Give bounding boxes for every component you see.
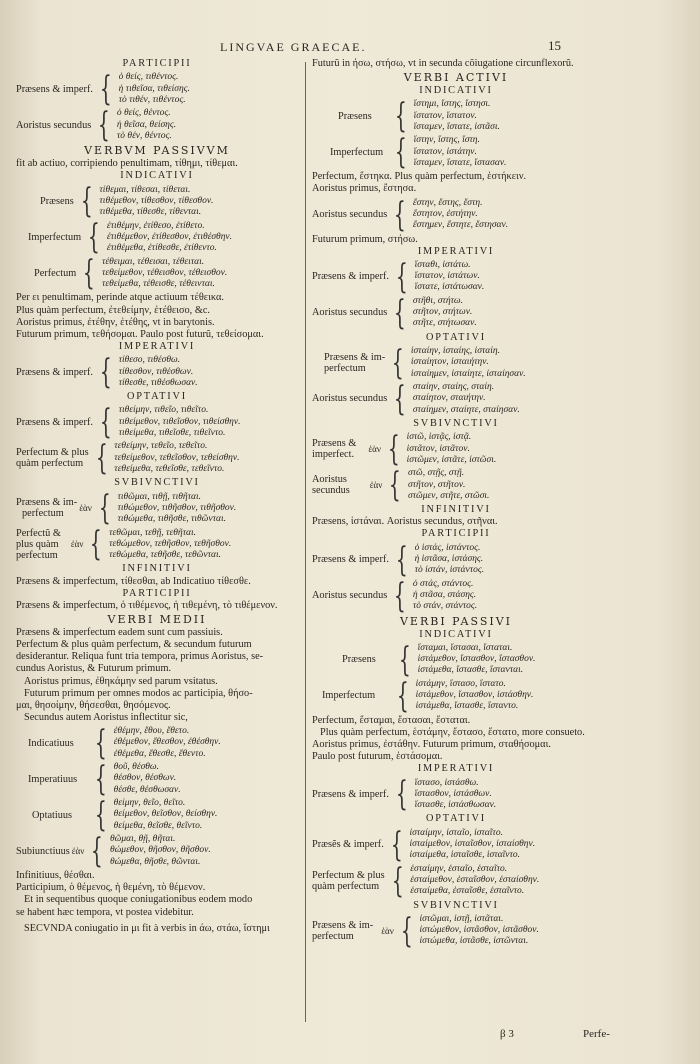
particle-ean: ἐὰν	[79, 503, 92, 514]
text-line: Plus quàm perfectum, ἐτεθείμην, ἐτέθεισο, &c.	[16, 304, 210, 316]
text-line: Præsens, ἱστάναι. Aoristus secundus, στῆναι.	[312, 516, 498, 528]
tense-label: Præsens &	[312, 438, 357, 450]
form-list	[418, 643, 536, 677]
form-list	[114, 798, 218, 832]
form-line: ἱστάμεθα, ἵστασθε, ἵσταντο.	[415, 701, 519, 712]
form-line: στῆθι, στήτω.	[412, 296, 464, 307]
brace-icon: {	[394, 575, 407, 616]
form-line: ἔστημεν, ἔστητε, ἔστησαν.	[412, 220, 509, 231]
form-line: στῆτον, στῆτον.	[407, 479, 466, 490]
tense-label: Præsens & imperf.	[312, 271, 389, 283]
form-line: τίθεσθον, τιθέσθων.	[118, 366, 194, 377]
form-line: τίθεσο, τιθέσθω.	[118, 355, 181, 366]
mood-heading: INDICATIVI	[419, 628, 493, 640]
form-list	[407, 432, 497, 466]
brace-icon: {	[395, 539, 408, 580]
form-line: τιθέμεθα, τίθεσθε, τίθενται.	[99, 207, 202, 218]
text-line: Aoristus primus, ἔστησα.	[312, 183, 417, 195]
form-line: τεθείμεθον, τέθεισθον, τέθεισθον.	[101, 267, 228, 278]
mood-heading: INDICATIVI	[419, 85, 493, 97]
form-list	[419, 914, 538, 948]
form-line: τεθώμεθον, τεθῆσθον, τεθῆσθον.	[109, 538, 232, 549]
section-heading: VERBI PASSIVI	[399, 614, 513, 628]
paradigm-block	[312, 465, 600, 506]
text-line: Et in sequentibus quoque coniugationibus eodem modo	[24, 894, 253, 906]
signature-mark: β 3	[500, 1028, 514, 1040]
paradigm-block	[312, 429, 600, 470]
tense-label: Præsens	[338, 110, 372, 122]
form-line: τεθείμην, τεθεῖο, τεθεῖτο.	[114, 441, 208, 452]
form-line: ἱσταίην, ἱσταίης, ἱσταίη.	[410, 346, 500, 357]
paradigm-block	[312, 96, 600, 137]
label-stack	[16, 497, 79, 519]
paradigm-block	[16, 181, 298, 222]
mood-heading: IMPERATIVI	[417, 763, 495, 775]
section-heading: VERBI MEDII	[107, 612, 207, 626]
tense-label: Imperfectum	[330, 146, 384, 158]
form-line: ἵστην, ἵστης, ἵστη.	[413, 135, 480, 146]
text-line: Secundus autem Aoristus inflectitur sic,	[24, 711, 188, 723]
tense-label: Præsens & imperf.	[312, 788, 389, 800]
text-line: Præsens & imperfectum eadem sunt cum passiuis.	[16, 626, 223, 638]
tense-label: Præsens & im-	[16, 497, 78, 509]
form-line: ἐθέμεθον, ἔθεσθον, ἐθέσθην.	[113, 737, 221, 748]
form-line: τιθέμεθον, τίθεσθον, τίθεσθον.	[99, 195, 214, 206]
particle-ean: ἐὰν	[369, 480, 383, 491]
paradigm-block	[16, 253, 298, 294]
mood-heading: SVBIVNCTIVI	[413, 417, 499, 429]
brace-icon: {	[91, 831, 104, 872]
paradigm-block	[312, 575, 600, 616]
form-line: ὁ ἱστάς, ἱστάντος.	[414, 542, 481, 553]
brace-icon: {	[396, 675, 409, 716]
form-list	[415, 543, 485, 577]
form-list	[416, 679, 534, 713]
text-line: Futurũ in ήσω, στήσω, vt in secunda cõiugatione circunflexorũ.	[312, 58, 574, 69]
tense-label: Præsens	[342, 654, 376, 666]
form-line: ἱστάμεθα, ἵστασθε, ἵστανται.	[417, 665, 524, 676]
label-stack	[16, 447, 91, 469]
form-line: ἔστητον, ἐστήτην.	[412, 208, 478, 219]
form-line: ἱσταίμεθον, ἱσταῖσθον, ἱσταίσθην.	[409, 838, 536, 849]
form-list	[119, 72, 190, 106]
form-line: σταίημεν, σταίητε, σταίησαν.	[412, 404, 520, 415]
paradigm-block	[312, 675, 600, 716]
form-line: θείμεθα, θεῖσθε, θεῖντο.	[113, 820, 203, 831]
paradigm-block	[16, 69, 298, 110]
form-list	[119, 405, 241, 439]
brace-icon: {	[387, 429, 400, 470]
form-line: τὸ στάν, στάντος.	[412, 601, 478, 612]
tense-label: Præsens & im-	[312, 919, 374, 931]
form-line: ἐτιθέμην, ἐτίθεσο, ἐτίθετο.	[106, 220, 205, 231]
brace-icon: {	[99, 402, 112, 443]
form-line: ἱστώμεθον, ἱστᾶσθον, ἱστᾶσθον.	[419, 925, 539, 936]
form-list	[99, 185, 213, 219]
form-line: ἱστῶμαι, ἱστῇ, ἱστᾶται.	[419, 913, 504, 924]
brace-icon: {	[392, 342, 404, 383]
form-line: στῆτε, στήτωσαν.	[412, 318, 477, 329]
form-line: ἡ ἱστᾶσα, ἱστάσης.	[414, 553, 484, 564]
form-line: ἱσταίμεθα, ἱσταῖσθε, ἱσταῖντο.	[409, 850, 520, 861]
form-line: τεθείμεθα, τέθεισθε, τέθεινται.	[101, 279, 215, 290]
tense-label: perfectum	[324, 362, 366, 374]
text-line: Præsens & imperfectum, ὁ τιθέμενος, ἡ τιθεμένη, τὸ τιθέμενον.	[16, 599, 278, 611]
text-line: Perfectum & plus quàm perfectum, & secundum futurum	[16, 639, 252, 651]
form-line: στῶ, στῇς, στῇ.	[407, 468, 465, 479]
tense-label: Præsens & imperf.	[16, 366, 93, 378]
brace-icon: {	[99, 352, 112, 393]
form-line: τεθείμεθα, τεθεῖσθε, τεθεῖντο.	[114, 463, 225, 474]
form-line: ἱσταίημεν, ἱσταίητε, ἱσταίησαν.	[410, 368, 526, 379]
form-line: ὁ στάς, στάντος.	[412, 578, 474, 589]
brace-icon: {	[88, 217, 100, 258]
tense-label: Imperatiuus	[28, 773, 78, 785]
text-line: Præsens & imperfectum, τίθεσθαι, ab Indicatiuo τίθεσθε.	[16, 575, 251, 587]
tense-label: secundus	[312, 485, 350, 497]
mood-heading: SVBIVNCTIVI	[114, 477, 200, 489]
brace-icon: {	[99, 69, 112, 110]
brace-icon: {	[394, 378, 407, 419]
particle-ean: ἐὰν	[381, 925, 394, 936]
form-line: θώμεθον, θῆσθον, θῆσθον.	[110, 845, 211, 856]
text-line: Per ει penultimam, perinde atque actiuum τέθεικα.	[16, 292, 224, 304]
form-line: τὸ θέν, θέντος.	[116, 130, 172, 141]
tense-label: Præsens & imperf.	[16, 83, 93, 95]
label-stack	[312, 920, 375, 942]
paradigm-block	[16, 723, 298, 764]
tense-label: perfectum	[22, 508, 64, 520]
tense-label: Aoristus secundus	[312, 307, 388, 319]
paradigm-block	[16, 831, 298, 872]
mood-heading: INFINITIVI	[421, 504, 491, 516]
form-line: ἱσταίητον, ἱσταιήτην.	[410, 357, 489, 368]
paradigm-block	[16, 352, 298, 393]
form-line: τὸ τιθέν, τιθέντος.	[118, 94, 186, 105]
tense-label: Optatiuus	[32, 809, 73, 821]
brace-icon: {	[98, 105, 111, 146]
form-list	[117, 108, 176, 142]
tense-label: Aoristus secundus	[312, 393, 388, 405]
form-line: τιθείμεθα, τιθεῖσθε, τιθεῖντο.	[118, 427, 226, 438]
form-line: ἡ στᾶσα, στάσης.	[412, 589, 477, 600]
form-line: στῶμεν, στῆτε, στῶσι.	[407, 490, 490, 501]
label-stack	[16, 528, 63, 561]
form-list	[119, 355, 198, 389]
form-line: τίθεμαι, τίθεσαι, τίθεται.	[99, 184, 191, 195]
form-line: τὸ ἱστάν, ἱστάντος.	[414, 565, 485, 576]
form-line: θείμεθον, θεῖσθον, θείσθην.	[113, 809, 218, 820]
form-list	[409, 828, 535, 862]
mood-heading: PARTICIPII	[421, 528, 491, 540]
brace-icon: {	[394, 194, 407, 235]
tense-label: Aoristus secundus	[312, 590, 388, 602]
form-line: ἵστασθε, ἱστάσθωσαν.	[414, 799, 497, 810]
tense-label: Præsens & im-	[324, 351, 386, 363]
paradigm-block	[312, 910, 600, 951]
form-list	[415, 778, 497, 812]
form-line: ἵστατε, ἱστάτωσαν.	[414, 282, 485, 293]
form-list	[413, 382, 520, 416]
tense-label: imperfect.	[312, 449, 355, 461]
paradigm-block	[16, 105, 298, 146]
brace-icon: {	[80, 181, 93, 222]
text-line: μαι, θησοίμην, θήσεσθαι, θησόμενος.	[16, 699, 171, 711]
form-line: τιθῶμαι, τιθῇ, τιθῆται.	[117, 491, 201, 502]
tense-label: Imperfectum	[28, 231, 82, 243]
paradigm-block	[312, 539, 600, 580]
form-list	[114, 726, 221, 760]
brace-icon: {	[389, 465, 402, 506]
catchword: Perfe-	[583, 1028, 610, 1040]
form-line: ἐτιθέμεθον, ἐτίθεσθον, ἐτιθέσθην.	[106, 231, 233, 242]
form-list	[117, 492, 236, 526]
paradigm-block	[312, 256, 600, 297]
paradigm-block	[16, 217, 298, 258]
form-list	[114, 441, 239, 475]
label-stack	[312, 870, 387, 892]
tense-label: Præsens & imperf.	[312, 554, 389, 566]
paradigm-block	[312, 774, 600, 815]
text-line: Aoristus primus, ἐστάθην. Futurum primum, σταθήσομαι.	[312, 738, 551, 750]
form-line: τιθώμεθον, τιθῆσθον, τιθῆσθον.	[117, 502, 237, 513]
form-list	[413, 579, 477, 613]
mood-heading: IMPERATIVI	[417, 245, 495, 257]
mood-heading: INFINITIVI	[122, 563, 192, 575]
form-line: ἐθέμην, ἔθου, ἔθετο.	[113, 726, 190, 737]
label-stack	[312, 352, 387, 374]
form-line: ἱστᾶτον, ἱστᾶτον.	[406, 443, 470, 454]
mood-heading: IMPERATIVI	[118, 340, 196, 352]
paradigm-block	[312, 824, 600, 865]
form-line: θῶμαι, θῇ, θῆται.	[110, 834, 176, 845]
tense-label: Perfectum	[34, 267, 77, 279]
column-rule	[305, 62, 306, 1022]
tense-label: Aoristus secundus	[16, 119, 92, 131]
brace-icon: {	[94, 795, 107, 836]
paradigm-block	[16, 795, 298, 836]
tense-label: quàm perfectum	[16, 458, 84, 470]
form-list	[414, 99, 500, 133]
form-line: ἱστῶμεν, ἱστᾶτε, ἱστῶσι.	[406, 454, 497, 465]
form-list	[110, 834, 211, 868]
label-stack	[312, 474, 352, 496]
form-line: στῆτον, στήτων.	[412, 307, 473, 318]
text-line: desiderantur. Reliqua funt tria tempora, primus Aoristus, se-	[16, 651, 264, 663]
form-line: ἑσταίμεθον, ἑσταῖσθον, ἑσταίσθην.	[410, 874, 540, 885]
brace-icon: {	[394, 132, 407, 173]
form-line: ἵσταθι, ἱστάτω.	[414, 260, 471, 271]
form-line: ἑσταίμην, ἑσταῖο, ἑσταῖτο.	[410, 863, 508, 874]
text-line: Aoristus primus, ἐτέθην, ἐτέθης, vt in barytonis.	[16, 316, 215, 328]
running-header: LINGVAE GRAECAE.	[220, 40, 367, 54]
text-line: Aoristus primus, ἐθηκάμην sed parum vsitatus.	[24, 675, 218, 687]
form-line: σταίην, σταίης, σταίη.	[412, 382, 495, 393]
form-list	[411, 346, 526, 380]
form-list	[414, 135, 507, 169]
form-line: τεθώμεθα, τεθῆσθε, τεθῶνται.	[109, 550, 221, 560]
page-number: 15	[548, 38, 561, 53]
text-line: Perfectum, ἕσταμαι, ἕστασαι, ἕσταται.	[312, 714, 471, 726]
mood-heading: INDICATIVI	[120, 170, 194, 182]
form-line: ἵστασο, ἱστάσθω.	[414, 777, 479, 788]
form-line: ἵστατον, ἱστάτων.	[414, 271, 480, 282]
form-line: ἱστῶ, ἱστᾷς, ἱστᾷ.	[406, 432, 472, 443]
form-line: ἵστατον, ἵστατον.	[413, 110, 477, 121]
text-line: Futurum primum per omnes modos ac participia, θήσο-	[24, 687, 253, 699]
tense-label: Aoristus	[312, 474, 347, 486]
form-line: ἑσταίμεθα, ἑσταῖσθε, ἑσταῖντο.	[410, 886, 525, 897]
brace-icon: {	[95, 438, 108, 479]
tense-label: Subiunctiuus	[16, 845, 70, 857]
brace-icon: {	[83, 253, 96, 294]
form-line: ἵσταμεν, ἵστατε, ἱστᾶσι.	[413, 121, 500, 132]
text-line: SECVNDA coniugatio in μι fit à verbis in άω, στάω, ἵστημι	[24, 922, 270, 934]
form-line: θέσθον, θέσθων.	[113, 773, 177, 784]
tense-label: perfectum	[16, 549, 58, 561]
form-list	[413, 296, 477, 330]
paradigm-block	[312, 342, 600, 383]
brace-icon: {	[400, 910, 413, 951]
mood-heading: SVBIVNCTIVI	[413, 899, 499, 911]
mood-heading: OPTATIVI	[426, 331, 486, 343]
brace-icon: {	[98, 488, 111, 529]
text-line: Perfectum, ἕστηκα. Plus quàm perfectum, ἑστήκειν.	[312, 171, 527, 183]
tense-label: Imperfectum	[322, 690, 376, 702]
brace-icon: {	[395, 256, 408, 297]
label-stack	[312, 438, 358, 460]
form-line: τίθεσθε, τιθέσθωσαν.	[118, 377, 198, 388]
form-line: ἱστάμεθον, ἵστασθον, ἵστασθον.	[417, 654, 536, 665]
form-line: ἐτιθέμεθα, ἐτίθεσθε, ἐτίθεντο.	[106, 243, 217, 254]
left-column	[16, 58, 298, 1014]
text-line: se habent hæc tempora, vt postea videbitur.	[16, 906, 194, 918]
mood-heading: OPTATIVI	[127, 391, 187, 403]
paradigm-block	[312, 194, 600, 235]
form-line: ἡ τιθεῖσα, τιθείσης.	[118, 83, 190, 94]
text-line: fit ab actiuo, corripiendo penultimam, τίθημι, τίθεμαι.	[16, 158, 238, 170]
form-line: τεθῶμαι, τεθῇ, τεθῆται.	[109, 527, 196, 538]
particle-ean: ἐὰν	[71, 846, 85, 857]
paradigm-block	[16, 438, 298, 479]
mood-heading: OPTATIVI	[426, 813, 486, 825]
brace-icon: {	[391, 860, 404, 901]
form-list	[408, 468, 489, 502]
form-list	[410, 864, 539, 898]
form-line: τιθώμεθα, τιθῆσθε, τιθῶνται.	[117, 514, 226, 524]
tense-label: Præsẽs & imperf.	[312, 839, 384, 851]
text-line: Futurum primum, στήσω.	[312, 233, 418, 245]
text-line: Participium, ὁ θέμενος, ἡ θεμένη, τὸ θέμενον.	[16, 882, 206, 894]
section-heading: VERBVM PASSIVVM	[84, 144, 230, 158]
form-list	[107, 221, 232, 255]
tense-label: Perfectum & plus	[16, 447, 89, 459]
paradigm-block	[312, 292, 600, 333]
form-line: τέθειμαι, τέθεισαι, τέθειται.	[101, 256, 205, 267]
form-line: τιθείμην, τιθεῖο, τιθεῖτο.	[118, 405, 209, 416]
paradigm-block	[312, 378, 600, 419]
section-heading: VERBI ACTIVI	[403, 71, 509, 85]
form-line: τιθείμεθον, τιθεῖσθον, τιθείσθην.	[118, 416, 241, 427]
brace-icon: {	[395, 774, 408, 815]
form-list	[413, 198, 508, 232]
form-line: ἔστην, ἔστης, ἔστη.	[412, 197, 483, 208]
paradigm-block	[16, 402, 298, 443]
text-line: Futurum primum, τεθήσομαι. Paulo post futurũ, τεθείσομαι.	[16, 328, 264, 340]
brace-icon: {	[94, 759, 107, 800]
form-line: ἵστασθον, ἱστάσθων.	[414, 788, 492, 799]
paradigm-block	[312, 860, 600, 901]
brace-icon: {	[394, 292, 407, 333]
mood-heading: PARTICIPII	[122, 587, 192, 599]
form-line: τεθείμεθον, τεθεῖσθον, τεθείσθην.	[114, 452, 240, 463]
particle-ean: ἐὰν	[368, 444, 381, 455]
form-line: ὁ θείς, τιθέντος.	[118, 72, 179, 83]
tense-label: Perfectum & plus	[312, 869, 385, 881]
brace-icon: {	[394, 96, 407, 137]
form-list	[114, 762, 181, 796]
paradigm-block	[16, 488, 298, 529]
tense-label: Præsens	[40, 195, 74, 207]
text-line: Paulo post futurum, ἑστάσομαι.	[312, 751, 443, 763]
form-line: ἱστάμεθον, ἵστασθον, ἱστάσθην.	[415, 690, 534, 701]
form-line: ἱστάμην, ἵστασο, ἵστατο.	[415, 678, 506, 689]
tense-label: Perfectũ &	[16, 527, 61, 539]
form-list	[415, 260, 485, 294]
brace-icon: {	[90, 524, 103, 565]
brace-icon: {	[398, 639, 411, 680]
section-heading: PARTICIPII	[122, 58, 192, 69]
text-line: cundus Aoristus, & Futurum primum.	[16, 663, 172, 675]
form-line: θέσθε, θέσθωσαν.	[113, 784, 181, 795]
form-line: σταίητον, σταιήτην.	[412, 393, 486, 404]
tense-label: perfectum	[312, 930, 354, 942]
paradigm-block	[312, 639, 600, 680]
tense-label: Aoristus secundus	[312, 209, 388, 221]
particle-ean: ἐὰν	[70, 539, 84, 550]
form-line: ἡ θεῖσα, θείσης.	[116, 119, 177, 130]
form-line: θοῦ, θέσθω.	[113, 762, 160, 773]
brace-icon: {	[390, 824, 403, 865]
form-line: ἵσταμεν, ἵστατε, ἵστασαν.	[413, 157, 507, 168]
form-line: ἐθέμεθα, ἔθεσθε, ἔθεντο.	[113, 748, 206, 759]
form-line: ἵστατον, ἱστάτην.	[413, 146, 477, 157]
form-line: ἵσταμαι, ἵστασαι, ἵσταται.	[417, 642, 513, 653]
form-list	[102, 257, 227, 291]
text-line: Infinitiuus, θέσθαι.	[16, 870, 95, 882]
paradigm-block	[16, 759, 298, 800]
form-list	[109, 528, 231, 562]
paradigm-block	[16, 524, 298, 565]
form-line: ἱσταίμην, ἱσταῖο, ἱσταῖτο.	[409, 827, 503, 838]
form-line: ἱστώμεθα, ἱστᾶσθε, ἱστῶνται.	[419, 936, 529, 947]
text-line: Plus quàm perfectum, ἑστάμην, ἕστασο, ἕστατο, more consueto.	[320, 726, 585, 738]
tense-label: Præsens & imperf.	[16, 416, 93, 428]
tense-label: Indicatiuus	[28, 737, 74, 749]
form-line: θείμην, θεῖο, θεῖτο.	[113, 798, 186, 809]
paradigm-block	[312, 132, 600, 173]
form-line: ὁ θείς, θέντος.	[116, 108, 171, 119]
form-line: ἵστημι, ἵστης, ἵστησι.	[413, 99, 491, 110]
brace-icon: {	[94, 723, 107, 764]
right-column	[312, 58, 600, 1014]
tense-label: quàm perfectum	[312, 880, 380, 892]
tense-label: plus quàm	[16, 538, 59, 550]
form-line: θώμεθα, θῆσθε, θῶνται.	[110, 856, 201, 867]
